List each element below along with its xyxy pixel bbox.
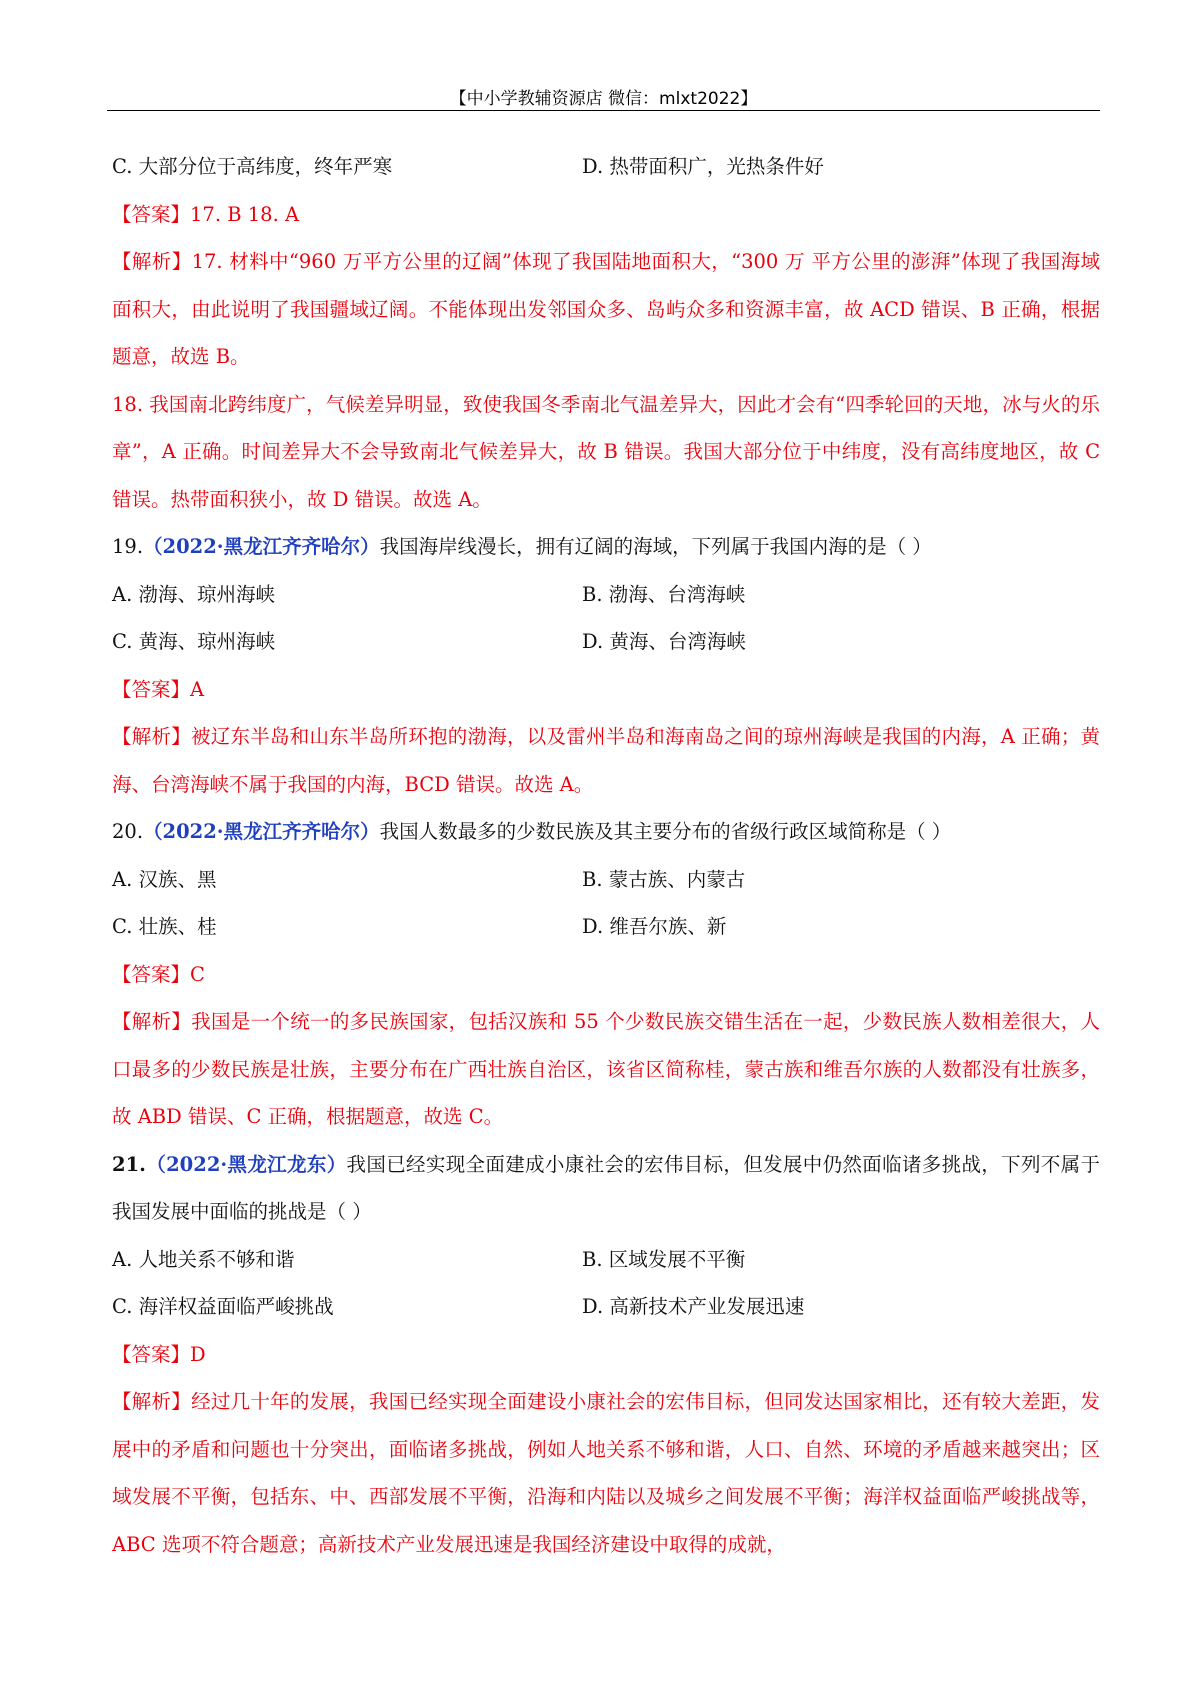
option-a: A. 渤海、琼州海峡 (112, 582, 275, 606)
q18-options-row (112, 143, 1100, 191)
question-source: （2022·黑龙江龙东） (145, 1152, 347, 1176)
option-c: C. 海洋权益面临严峻挑战 (112, 1295, 334, 1318)
analysis-text: 经过几十年的发展，我国已经实现全面建设小康社会的宏伟目标，但同发达国家相比，还有较大差距，发展中的矛盾和问题也十分突出，面临诸多挑战，例如人地关系不够和谐，人口、自然、环境的矛盾越来越突出；区域发展不平衡，包括东、中、西部发展不平衡，沿海和内陆以及城乡之间发展不平衡；海洋权益面临严峻挑战等，ABC 选项不符合题意；高新技术产业发展迅速是我国经济建设中取得的成就， (112, 1390, 1100, 1556)
analysis-text: 17. 材料中“960 万平方公里的辽阔”体现了我国陆地面积大，“300 万 平方公里的澎湃”体现了我国海域面积大，由此说明了我国疆域辽阔。不能体现出发邻国众多、岛屿众多和资源丰富，故 ACD 错误、B 正确，根据题意，故选 B。 (112, 250, 1100, 368)
analysis-17 (112, 238, 1100, 381)
question-19-answer (112, 666, 1100, 714)
answer-label: 【答案】 (112, 677, 191, 701)
option-b: B. 渤海、台湾海峡 (582, 582, 746, 606)
answer-label: 【答案】 (112, 1342, 191, 1366)
option-b: B. 区域发展不平衡 (582, 1247, 746, 1271)
question-21-answer (112, 1331, 1100, 1379)
question-text: 我国人数最多的少数民族及其主要分布的省级行政区域简称是（ ） (379, 820, 952, 843)
analysis-label: 【解析】 (112, 250, 192, 273)
q18-option-c: C. 大部分位于高纬度，终年严寒 (112, 155, 393, 178)
question-21-options-row-2 (112, 1283, 1100, 1331)
question-20-options-row-2 (112, 903, 1100, 951)
question-21-stem (112, 1141, 1100, 1236)
question-20-stem (112, 808, 1100, 856)
answer-17-18 (112, 191, 1100, 239)
question-source: （2022·黑龙江齐齐哈尔） (143, 535, 380, 558)
question-19-stem (112, 523, 1100, 571)
question-19-options-row-2 (112, 618, 1100, 666)
question-20-options-row-1 (112, 856, 1100, 904)
analysis-text: 18. 我国南北跨纬度广，气候差异明显，致使我国冬季南北气温差异大，因此才会有“四季轮回的天地，冰与火的乐章”，A 正确。时间差异大不会导致南北气候差异大，故 B 错误。我国大部分位于中纬度，没有高纬度地区，故 C 错误。热带面积狭小，故 D 错误。故选 A。 (112, 392, 1100, 511)
question-19-analysis (112, 713, 1100, 808)
question-21-options-row-1 (112, 1236, 1100, 1284)
page-header: 【中小学教辅资源店 微信：mlxt2022】 (449, 89, 758, 109)
option-a: A. 汉族、黑 (112, 867, 217, 891)
question-19-options-row-1 (112, 571, 1100, 619)
option-d: D. 黄海、台湾海峡 (582, 630, 746, 653)
q18-option-d: D. 热带面积广，光热条件好 (582, 155, 824, 178)
option-c: C. 壮族、桂 (112, 915, 217, 938)
question-number: 21. (112, 1152, 146, 1176)
question-21-analysis (112, 1378, 1100, 1568)
answer-value: A (190, 677, 205, 701)
question-text: 我国已经实现全面建成小康社会的宏伟目标，但发展中仍然面临诸多挑战，下列不属于我国发展中面临的挑战是（ ） (112, 1152, 1100, 1223)
answer-label: 【答案】 (112, 202, 191, 226)
question-number: 19. (112, 535, 144, 558)
answer-value: 17. B 18. A (190, 202, 300, 226)
question-20-answer (112, 951, 1100, 999)
question-text: 我国海岸线漫长，拥有辽阔的海域，下列属于我国内海的是（ ） (379, 535, 932, 558)
analysis-18 (112, 381, 1100, 524)
answer-value: D (190, 1342, 206, 1366)
answer-value: C (190, 962, 205, 986)
header-divider (107, 110, 1100, 111)
option-d: D. 高新技术产业发展迅速 (582, 1295, 805, 1318)
document-body (112, 143, 1100, 1568)
option-b: B. 蒙古族、内蒙古 (582, 867, 746, 891)
option-d: D. 维吾尔族、新 (582, 915, 727, 938)
analysis-label: 【解析】 (112, 1390, 192, 1413)
analysis-label: 【解析】 (112, 1010, 192, 1033)
option-c: C. 黄海、琼州海峡 (112, 630, 276, 653)
question-number: 20. (112, 820, 144, 843)
analysis-text: 被辽东半岛和山东半岛所环抱的渤海，以及雷州半岛和海南岛之间的琼州海峡是我国的内海，A 正确；黄海、台湾海峡不属于我国的内海，BCD 错误。故选 A。 (112, 725, 1100, 796)
analysis-label: 【解析】 (112, 725, 191, 748)
question-source: （2022·黑龙江齐齐哈尔） (143, 820, 380, 843)
question-20-analysis (112, 998, 1100, 1141)
analysis-text: 我国是一个统一的多民族国家，包括汉族和 55 个少数民族交错生活在一起，少数民族人数相差很大，人口最多的少数民族是壮族，主要分布在广西壮族自治区，该省区简称桂，蒙古族和维吾尔族的人数都没有壮族多，故 ABD 错误、C 正确，根据题意，故选 C。 (112, 1010, 1100, 1128)
option-a: A. 人地关系不够和谐 (112, 1247, 295, 1271)
answer-label: 【答案】 (112, 962, 191, 986)
